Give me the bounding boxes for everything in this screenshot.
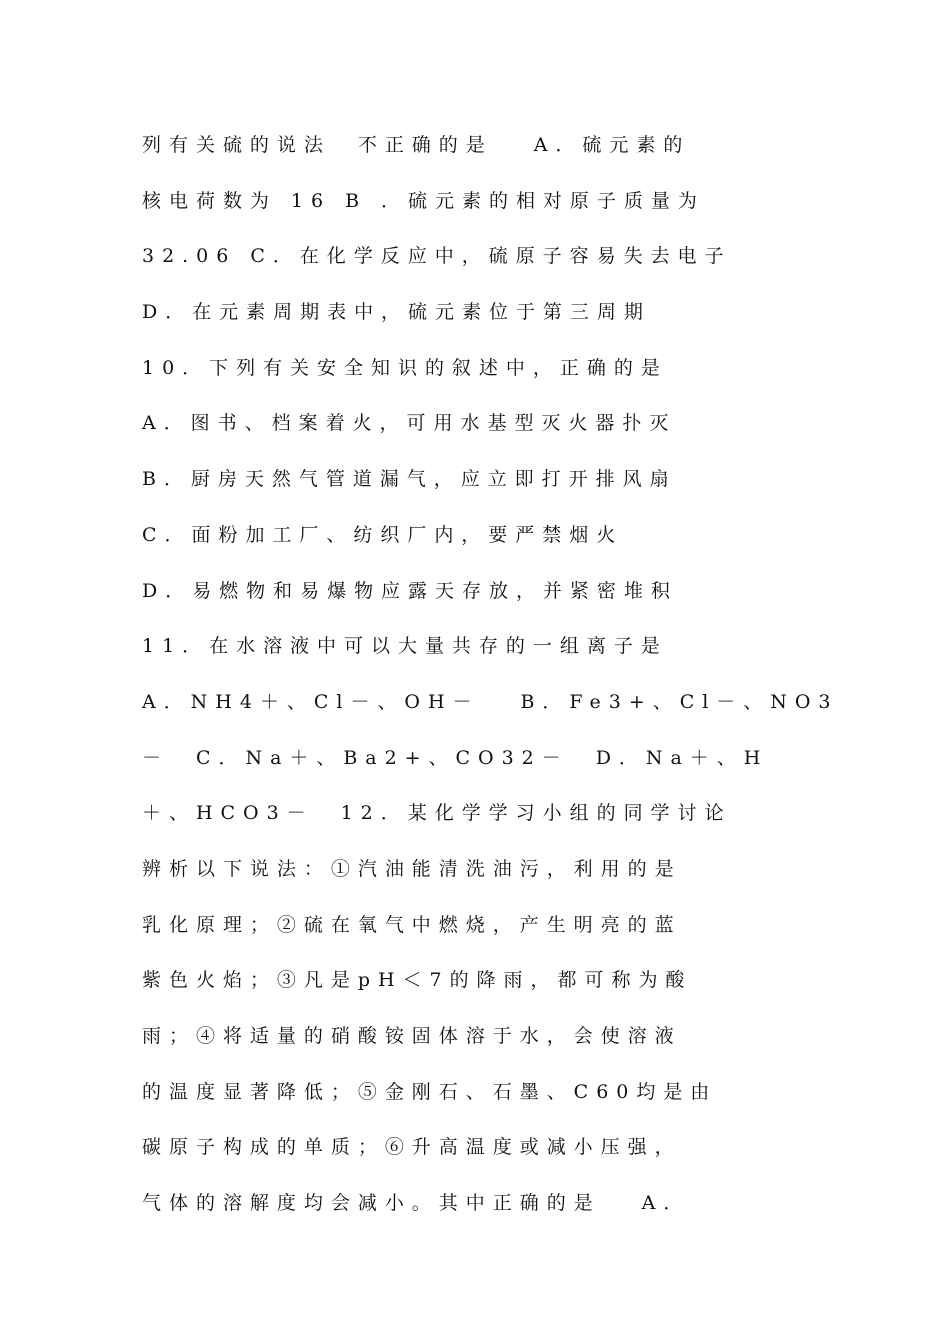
text-line: A．图书、档案着火，可用水基型灭火器扑灭	[142, 412, 677, 435]
text-line: D．在元素周期表中，硫元素位于第三周期	[142, 301, 651, 324]
text-line: ＋、HCO3－ 12．某化学学习小组的同学讨论	[142, 802, 732, 825]
text-line: 气体的溶解度均会减小。其中正确的是 A．	[142, 1192, 691, 1215]
text-line: 核电荷数为 16 B ．硫元素的相对原子质量为	[142, 189, 705, 212]
text-line: D．易燃物和易爆物应露天存放，并紧密堆积	[142, 579, 678, 602]
text-line: B．厨房天然气管道漏气，应立即打开排风扇	[142, 468, 677, 491]
text-line: 11．在水溶液中可以大量共存的一组离子是	[142, 635, 668, 658]
text-line: C．面粉加工厂、纺织厂内，要严禁烟火	[142, 523, 624, 546]
text-line: 乳化原理；②硫在氧气中燃烧，产生明亮的蓝	[142, 913, 682, 936]
text-line: － C．Na＋、Ba2+、CO32－ D．Na＋、H	[142, 746, 769, 769]
text-line: 辨析以下说法：①汽油能清洗油污，利用的是	[142, 857, 682, 880]
text-line: 雨；④将适量的硝酸铵固体溶于水，会使溶液	[142, 1025, 682, 1047]
text-line: 列有关硫的说法 不正确的是 A．硫元素的	[142, 134, 691, 156]
text-line: 32.06 C．在化学反应中，硫原子容易失去电子	[142, 245, 732, 268]
document-body	[142, 125, 839, 1239]
text-line: 紫色火焰；③凡是pH＜7的降雨，都可称为酸	[142, 969, 693, 992]
text-line: 碳原子构成的单质；⑥升高温度或减小压强，	[142, 1136, 682, 1159]
text-line: 的温度显著降低；⑤金刚石、石墨、C60均是由	[142, 1080, 718, 1103]
text-line: 10．下列有关安全知识的叙述中，正确的是	[142, 356, 668, 379]
text-line: A．NH4＋、Cl－、OH－ B．Fe3+、Cl－、NO3	[142, 690, 839, 713]
